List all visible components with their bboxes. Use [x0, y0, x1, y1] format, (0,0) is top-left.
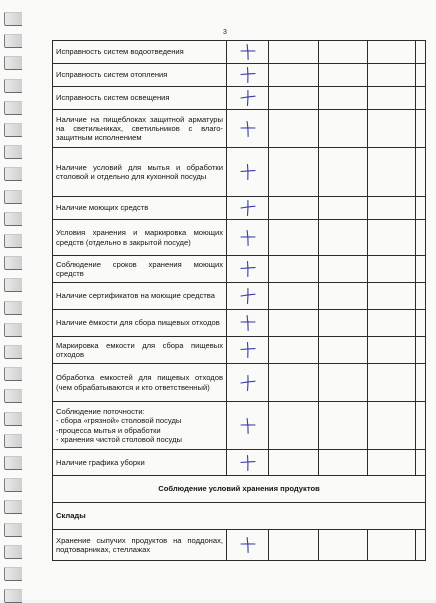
empty-cell	[269, 41, 319, 64]
subsection-title: Склады	[53, 503, 426, 530]
empty-cell	[269, 87, 319, 110]
empty-cell	[416, 450, 426, 476]
empty-cell	[319, 197, 368, 220]
empty-cell	[269, 530, 319, 561]
empty-cell	[416, 87, 426, 110]
criterion-label: Наличие ёмкости для сбора пищевых отходов	[53, 310, 227, 337]
compliance-mark-cell	[227, 530, 269, 561]
handwritten-plus-mark	[239, 417, 257, 435]
binding-ring	[4, 456, 22, 470]
handwritten-plus-mark	[239, 120, 257, 138]
empty-cell	[269, 283, 319, 310]
spiral-binding	[0, 0, 26, 600]
inspection-checklist-table	[52, 40, 426, 561]
empty-cell	[368, 530, 416, 561]
empty-cell	[319, 148, 368, 197]
compliance-mark-cell	[227, 364, 269, 402]
empty-cell	[319, 530, 368, 561]
empty-cell	[368, 310, 416, 337]
empty-cell	[416, 310, 426, 337]
empty-cell	[416, 364, 426, 402]
checklist-row	[53, 41, 426, 64]
handwritten-plus-mark	[239, 199, 257, 217]
criterion-label: Наличие моющих средств	[53, 197, 227, 220]
binding-ring	[4, 278, 22, 292]
handwritten-plus-mark	[239, 66, 257, 84]
compliance-mark-cell	[227, 64, 269, 87]
handwritten-plus-mark	[239, 287, 257, 305]
empty-cell	[319, 402, 368, 450]
criterion-label: Исправность систем водоотведения	[53, 41, 227, 64]
binding-ring	[4, 345, 22, 359]
binding-ring	[4, 167, 22, 181]
handwritten-plus-mark	[239, 43, 257, 61]
empty-cell	[368, 110, 416, 148]
empty-cell	[416, 41, 426, 64]
binding-ring	[4, 190, 22, 204]
binding-ring	[4, 79, 22, 93]
empty-cell	[319, 450, 368, 476]
empty-cell	[269, 220, 319, 256]
binding-ring	[4, 434, 22, 448]
empty-cell	[319, 310, 368, 337]
compliance-mark-cell	[227, 283, 269, 310]
binding-ring	[4, 545, 22, 559]
binding-ring	[4, 500, 22, 514]
compliance-mark-cell	[227, 220, 269, 256]
subsection-header-row	[53, 503, 426, 530]
binding-ring	[4, 256, 22, 270]
criterion-label: Маркировка емкости для сбора пищевых отходов	[53, 337, 227, 364]
empty-cell	[416, 530, 426, 561]
handwritten-plus-mark	[239, 163, 257, 181]
empty-cell	[368, 87, 416, 110]
empty-cell	[269, 256, 319, 283]
compliance-mark-cell	[227, 41, 269, 64]
empty-cell	[269, 450, 319, 476]
checklist-row	[53, 87, 426, 110]
criterion-label: Обработка емкостей для пищевых отходов (чем обрабатываются и кто ответственный)	[53, 364, 227, 402]
binding-ring	[4, 145, 22, 159]
empty-cell	[319, 41, 368, 64]
checklist-row	[53, 283, 426, 310]
checklist-row	[53, 256, 426, 283]
empty-cell	[416, 220, 426, 256]
empty-cell	[368, 148, 416, 197]
binding-ring	[4, 234, 22, 248]
binding-ring	[4, 523, 22, 537]
checklist-row	[53, 402, 426, 450]
handwritten-plus-mark	[239, 314, 257, 332]
binding-ring	[4, 56, 22, 70]
page-number: 3	[223, 29, 227, 36]
checklist-row	[53, 64, 426, 87]
empty-cell	[368, 402, 416, 450]
binding-ring	[4, 323, 22, 337]
criterion-label: Хранение сыпучих продуктов на поддонах, подтоварниках, стеллажах	[53, 530, 227, 561]
checklist-row	[53, 310, 426, 337]
compliance-mark-cell	[227, 256, 269, 283]
empty-cell	[416, 197, 426, 220]
checklist-row	[53, 450, 426, 476]
empty-cell	[416, 148, 426, 197]
empty-cell	[368, 337, 416, 364]
empty-cell	[319, 337, 368, 364]
empty-cell	[319, 220, 368, 256]
compliance-mark-cell	[227, 450, 269, 476]
binding-ring	[4, 389, 22, 403]
empty-cell	[416, 337, 426, 364]
empty-cell	[368, 197, 416, 220]
compliance-mark-cell	[227, 310, 269, 337]
empty-cell	[319, 364, 368, 402]
empty-cell	[269, 402, 319, 450]
empty-cell	[416, 256, 426, 283]
binding-ring	[4, 589, 22, 603]
binding-ring	[4, 212, 22, 226]
compliance-mark-cell	[227, 197, 269, 220]
compliance-mark-cell	[227, 148, 269, 197]
empty-cell	[416, 283, 426, 310]
empty-cell	[319, 110, 368, 148]
checklist-row	[53, 110, 426, 148]
empty-cell	[368, 450, 416, 476]
empty-cell	[319, 283, 368, 310]
empty-cell	[368, 283, 416, 310]
empty-cell	[319, 87, 368, 110]
empty-cell	[269, 148, 319, 197]
empty-cell	[269, 364, 319, 402]
checklist-rows	[53, 41, 426, 476]
empty-cell	[319, 64, 368, 87]
binding-ring	[4, 101, 22, 115]
empty-cell	[368, 64, 416, 87]
checklist-row	[53, 148, 426, 197]
empty-cell	[368, 256, 416, 283]
checklist-row	[53, 220, 426, 256]
handwritten-plus-mark	[239, 341, 257, 359]
compliance-mark-cell	[227, 110, 269, 148]
criterion-label: Исправность систем освещения	[53, 87, 227, 110]
handwritten-plus-mark	[239, 89, 257, 107]
criterion-label: Исправность систем отопления	[53, 64, 227, 87]
empty-cell	[368, 41, 416, 64]
section-title: Соблюдение условий хранения продуктов	[53, 476, 426, 503]
binding-ring	[4, 12, 22, 26]
checklist-row	[53, 197, 426, 220]
section-header-row	[53, 476, 426, 503]
handwritten-plus-mark	[239, 260, 257, 278]
binding-ring	[4, 34, 22, 48]
binding-ring	[4, 567, 22, 581]
criterion-label: Соблюдение сроков хранения моющих средств	[53, 256, 227, 283]
criterion-label: Соблюдение поточности: - сбора «грязной» столовой посуды -процесса мытья и обработки - хранения чистой столовой посуды	[53, 402, 227, 450]
storage-checklist-rows	[53, 530, 426, 561]
handwritten-plus-mark	[239, 454, 257, 472]
empty-cell	[269, 310, 319, 337]
compliance-mark-cell	[227, 87, 269, 110]
handwritten-plus-mark	[239, 536, 257, 554]
empty-cell	[416, 402, 426, 450]
binding-ring	[4, 123, 22, 137]
binding-ring	[4, 412, 22, 426]
checklist-row	[53, 337, 426, 364]
empty-cell	[269, 110, 319, 148]
empty-cell	[269, 197, 319, 220]
handwritten-plus-mark	[239, 229, 257, 247]
checklist-row	[53, 364, 426, 402]
criterion-label: Наличие на пищеблоках защитной арматуры на светильниках, светильников с влаго-защитным исполнением	[53, 110, 227, 148]
compliance-mark-cell	[227, 337, 269, 364]
criterion-label: Наличие сертификатов на моющие средства	[53, 283, 227, 310]
compliance-mark-cell	[227, 402, 269, 450]
binding-ring	[4, 367, 22, 381]
empty-cell	[269, 64, 319, 87]
empty-cell	[319, 256, 368, 283]
empty-cell	[368, 220, 416, 256]
empty-cell	[416, 64, 426, 87]
checklist-row	[53, 530, 426, 561]
empty-cell	[269, 337, 319, 364]
binding-ring	[4, 478, 22, 492]
empty-cell	[368, 364, 416, 402]
binding-ring	[4, 301, 22, 315]
criterion-label: Наличие графика уборки	[53, 450, 227, 476]
criterion-label: Условия хранения и маркировка моющих средств (отдельно в закрытой посуде)	[53, 220, 227, 256]
handwritten-plus-mark	[239, 374, 257, 392]
criterion-label: Наличие условий для мытья и обработки столовой и отдельно для кухонной посуды	[53, 148, 227, 197]
empty-cell	[416, 110, 426, 148]
